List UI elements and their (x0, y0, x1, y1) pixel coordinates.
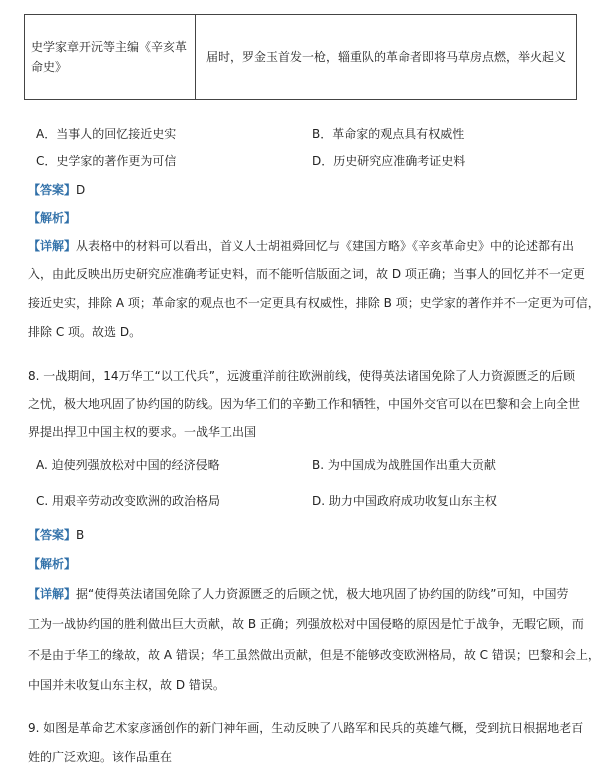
answer-value: B (76, 528, 85, 542)
q7-option-b: B．革命家的观点具有权威性 (312, 127, 465, 141)
source-table (24, 14, 577, 100)
table-row (25, 15, 577, 100)
answer-tag: 【答案】 (28, 183, 77, 197)
q7-analysis-tag (28, 210, 76, 226)
table-content-cell: 届时，罗金玉首发一枪，辎重队的革命者即将马草房点燃，举火起义 (196, 15, 577, 100)
q7-option-a: A．当事人的回忆接近史实 (36, 127, 177, 141)
q8-option-c: C. 用艰辛劳动改变欧洲的政治格局 (36, 494, 221, 508)
q7-option-c: C．史学家的著作更为可信 (36, 154, 177, 168)
q9-stem-line: 9. 如图是革命艺术家彦涵创作的新门神年画，生动反映了八路军和民兵的英雄气概，受到抗日根据地老百 (28, 721, 584, 735)
answer-tag: 【答案】 (28, 528, 77, 542)
q7-detail-line (28, 238, 574, 254)
q8-answer (28, 527, 84, 543)
detail-text: 据“使得英法诸国免除了人力资源匮乏的后顾之忧，极大地巩固了协约国的防线”可知，中国劳 (76, 587, 569, 601)
analysis-tag: 【解析】 (28, 211, 77, 225)
q7-detail-line: 入，由此反映出历史研究应准确考证史料，而不能听信版面之词，故 D 项正确；当事人的回忆并不一定更 (28, 267, 585, 281)
q8-stem-line: 之忧，极大地巩固了协约国的防线。因为华工们的辛勤工作和牺牲，中国外交官可以在巴黎和会上向全世 (28, 397, 581, 411)
q7-option-d: D．历史研究应准确考证史料 (312, 154, 466, 168)
q8-detail-line (28, 586, 568, 602)
q9-stem-line: 姓的广泛欢迎。该作品重在 (28, 750, 173, 764)
q7-answer (28, 182, 85, 198)
detail-text: 从表格中的材料可以看出，首义人士胡祖舜回忆与《建国方略》《辛亥革命史》中的论述都有出 (76, 239, 575, 253)
q8-detail-line: 不是由于华工的缘故，故 A 错误；华工虽然做出贡献，但是不能够改变欧洲格局，故 C 错误；巴黎和会上， (28, 648, 600, 662)
table-source-cell: 史学家章开沅等主编《辛亥革命史》 (25, 15, 196, 100)
analysis-tag: 【解析】 (28, 557, 77, 571)
q8-detail-line: 中国并未收复山东主权，故 D 错误。 (28, 678, 225, 692)
q8-option-d: D. 助力中国政府成功收复山东主权 (312, 494, 497, 508)
detail-tag: 【详解】 (28, 587, 77, 601)
q8-stem-line: 界提出捍卫中国主权的要求。一战华工出国 (28, 425, 257, 439)
q8-stem-line: 8. 一战期间，14万华工“以工代兵”，远渡重洋前往欧洲前线，使得英法诸国免除了人力资源匮乏的后顾 (28, 369, 575, 383)
detail-tag: 【详解】 (28, 239, 77, 253)
q8-analysis-tag (28, 556, 76, 572)
answer-value: D (76, 183, 86, 197)
q7-detail-line: 接近史实，排除 A 项；革命家的观点也不一定更具有权威性，排除 B 项；史学家的著作并不一定更为可信， (28, 296, 600, 310)
q8-detail-line: 工为一战协约国的胜利做出巨大贡献，故 B 正确；列强放松对中国侵略的原因是忙于战争，无暇它顾，而 (28, 617, 584, 631)
q8-option-b: B. 为中国成为战胜国作出重大贡献 (312, 458, 496, 472)
q7-detail-line: 排除 C 项。故选 D。 (28, 325, 142, 339)
q8-option-a: A. 迫使列强放松对中国的经济侵略 (36, 458, 220, 472)
